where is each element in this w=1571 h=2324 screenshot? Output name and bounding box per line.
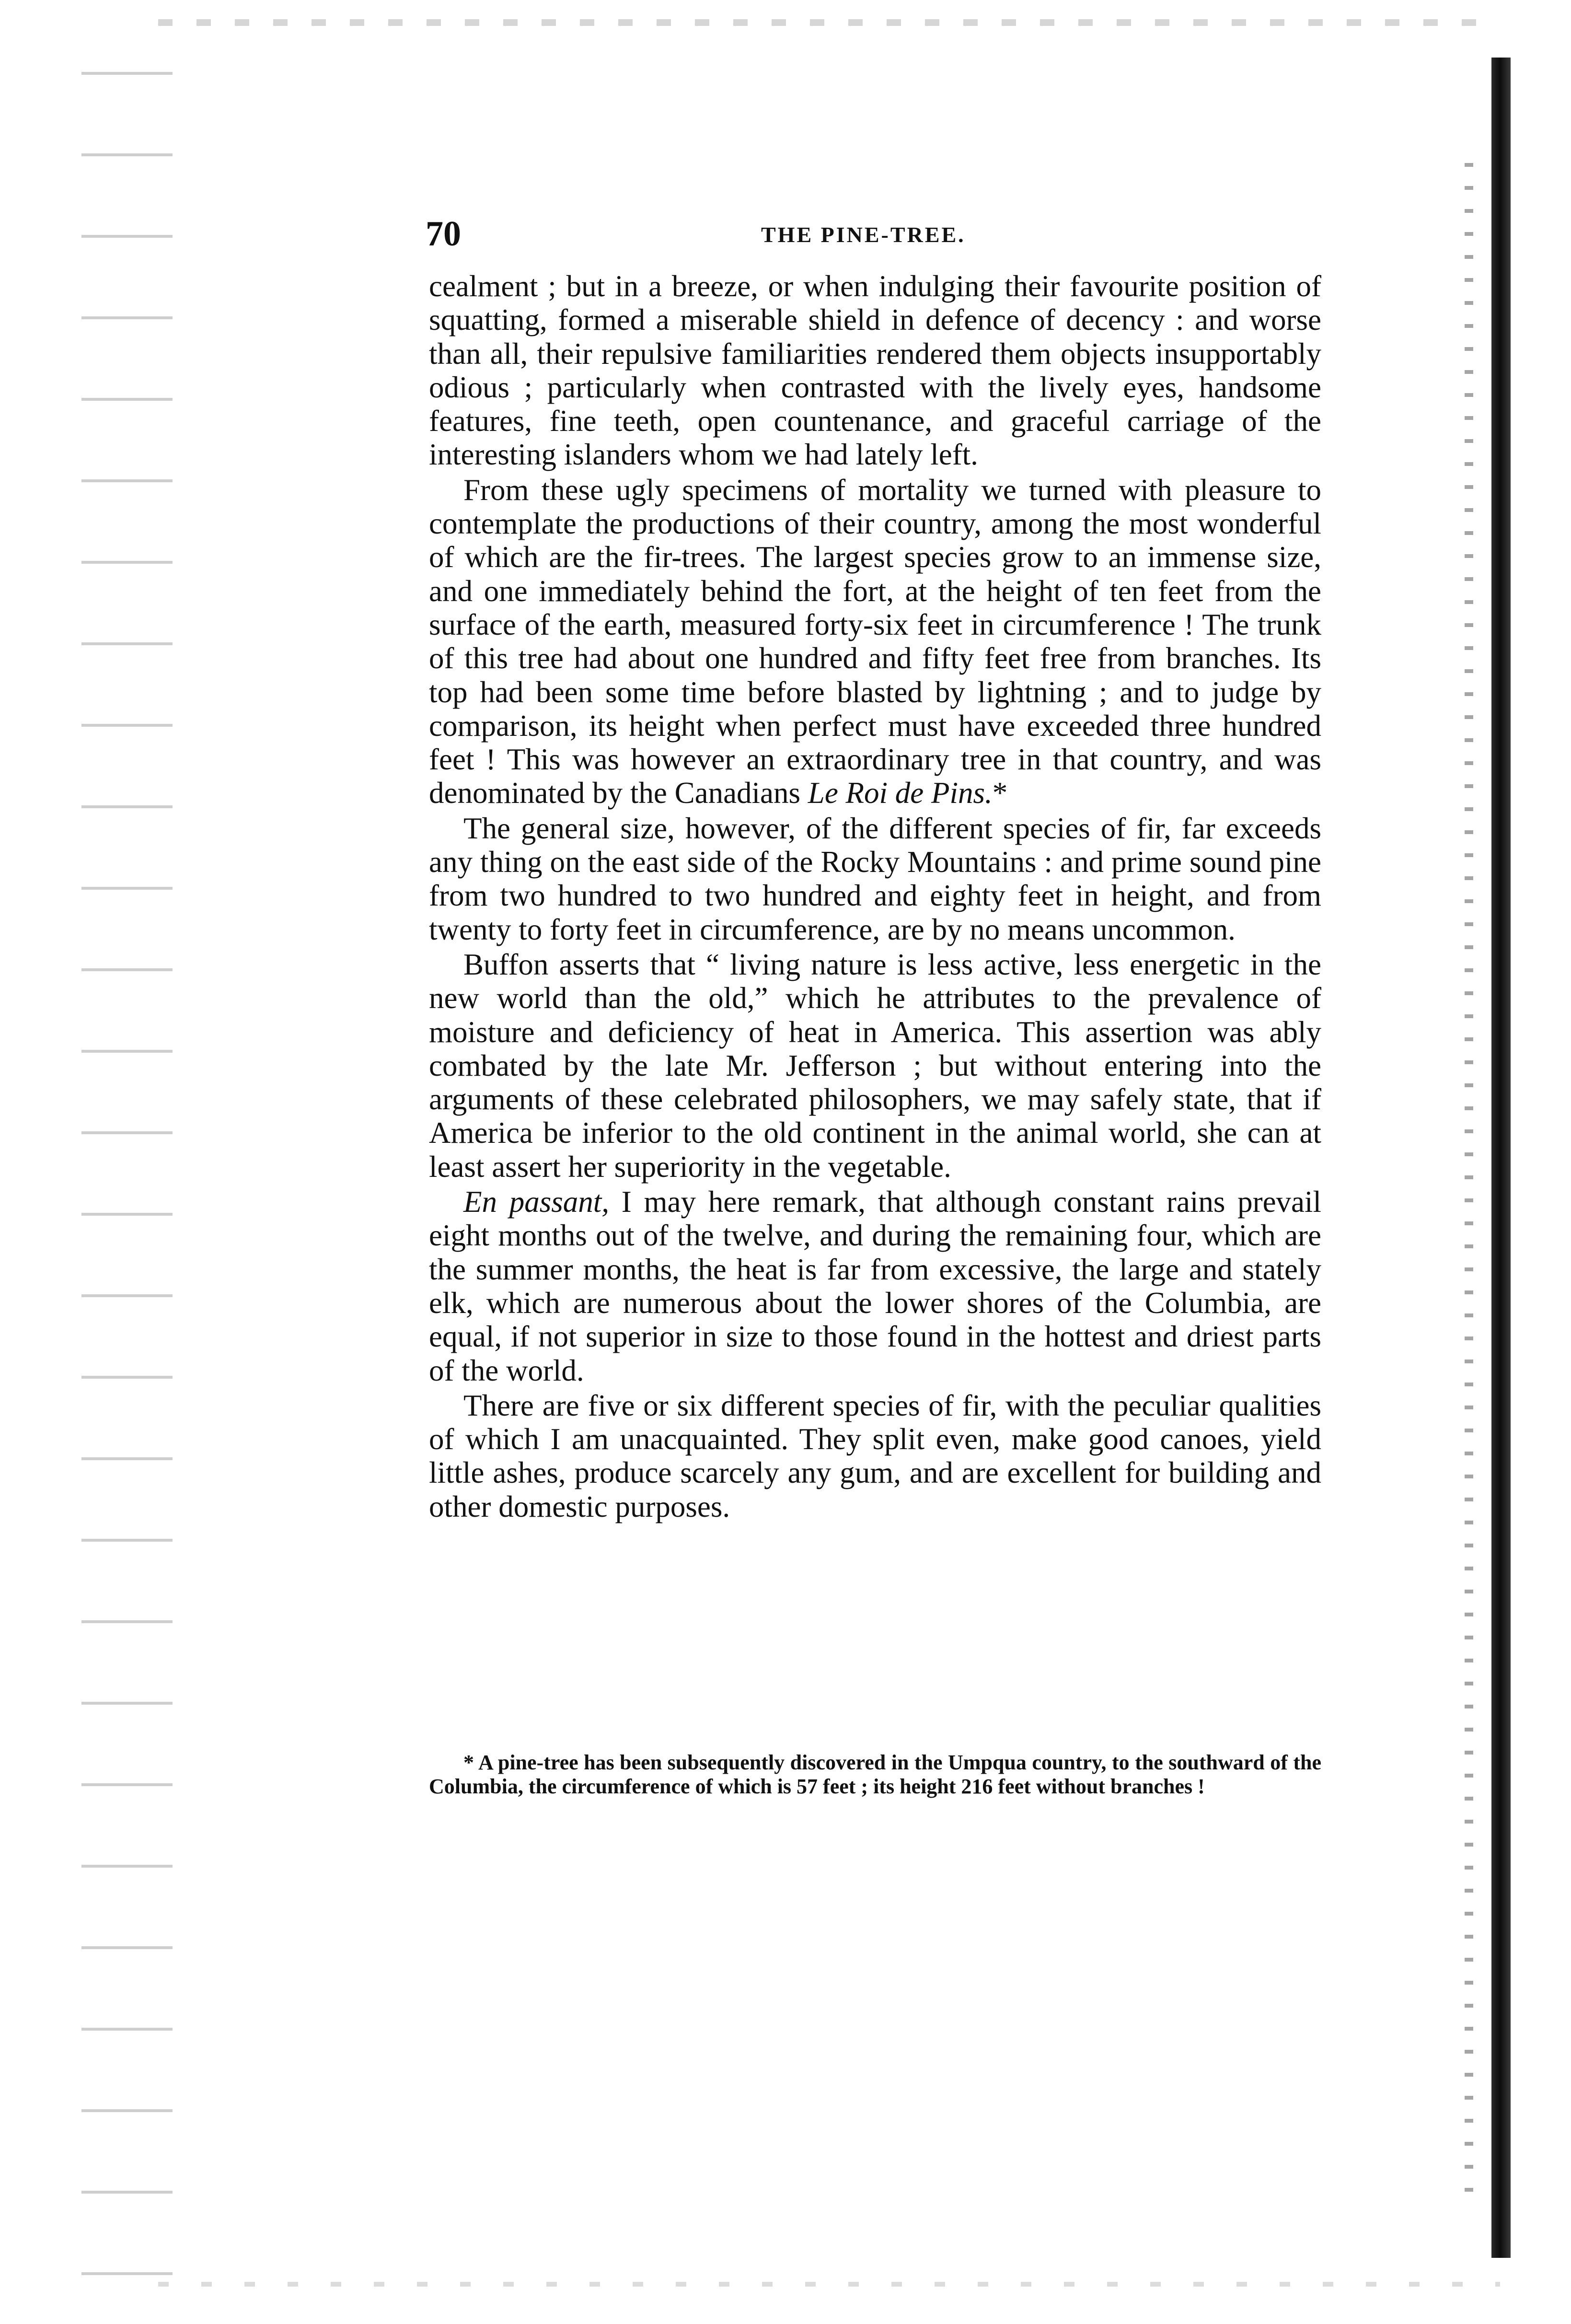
paragraph-text: Buffon asserts that “ living nature is less active, less energetic in the new world than the old,” which he attributes to the prevalence of moisture and deficiency of heat in America. This assertion was ably combated by the late Mr. Jefferson ; but without entering into the arguments of these celebrated philosophers, we may safely state, that if America be inferior to the old continent in the animal world, she can at least assert her superiority in the vegetable. (429, 947, 1321, 1184)
scan-artifact-top (158, 19, 1500, 26)
paragraph-5 (429, 1185, 1321, 1387)
paragraph-text: I may here remark, that although constant rains prevail eight months out of the twelve, and during the remaining four, which are the summer months, the heat is far from excessive, the large and stately elk, which are numerous about the lower shores of the Columbia, are equal, if not superior in size to those found in the hottest and driest parts of the world. (429, 1185, 1322, 1387)
footnote-marker: * (992, 776, 1008, 810)
paragraph-4 (429, 948, 1321, 1184)
footnote-text: * A pine-tree has been subsequently discovered in the Umpqua country, to the southward of the Columbia, the circumference of which is 57 feet ; its height 216 feet without branches ! (429, 1751, 1321, 1798)
scan-artifact-right-inner (1465, 144, 1473, 2205)
italic-text: Le Roi de Pins. (808, 776, 993, 810)
scan-artifact-bottom (158, 2282, 1500, 2287)
running-head: THE PINE-TREE. (761, 222, 966, 247)
page-number: 70 (426, 214, 461, 254)
scan-artifact-left (81, 29, 173, 2282)
paragraph-6 (429, 1389, 1321, 1523)
paragraph-text: cealment ; but in a breeze, or when indulging their favourite position of squatting, formed a miserable shield in defence of decency : and worse than all, their repulsive familiarities rendered them objects insupportably odious ; particularly when contrasted with the lively eyes, handsome features, fine teeth, open countenance, and graceful carriage of the interesting islanders whom we had lately left. (429, 269, 1321, 472)
body-text (429, 269, 1321, 1523)
italic-text: En passant, (463, 1185, 610, 1219)
footnote (429, 1751, 1321, 1799)
page-header (426, 215, 1331, 253)
paragraph-text: From these ugly specimens of mortality we turned with pleasure to contemplate the productions of their country, among the most wonderful of which are the fir-trees. The largest species grow to an immense size, and one immediately behind the fort, at the height of ten feet from the surface of the earth, measured forty-six feet in circumference ! The trunk of this tree had about one hundred and fifty feet free from branches. Its top had been some time before blasted by lightning ; and to judge by comparison, its height when perfect must have exceeded three hundred feet ! This was however an extraordinary tree in that country, and was denominated by the Canadians (429, 473, 1321, 810)
scan-artifact-right-edge (1491, 58, 1511, 2258)
paragraph-text: The general size, however, of the different species of fir, far exceeds any thing on the east side of the Rocky Mountains : and prime sound pine from two hundred to two hundred and eighty feet in height, and from twenty to forty feet in circumference, are by no means uncommon. (429, 811, 1321, 946)
paragraph-2 (429, 473, 1321, 810)
paragraph-text: There are five or six different species of fir, with the peculiar qualities of which I am unacquainted. They split even, make good canoes, yield little ashes, produce scarcely any gum, and are excellent for building and other domestic purposes. (429, 1388, 1321, 1523)
paragraph-1 (429, 269, 1321, 472)
paragraph-3 (429, 812, 1321, 946)
